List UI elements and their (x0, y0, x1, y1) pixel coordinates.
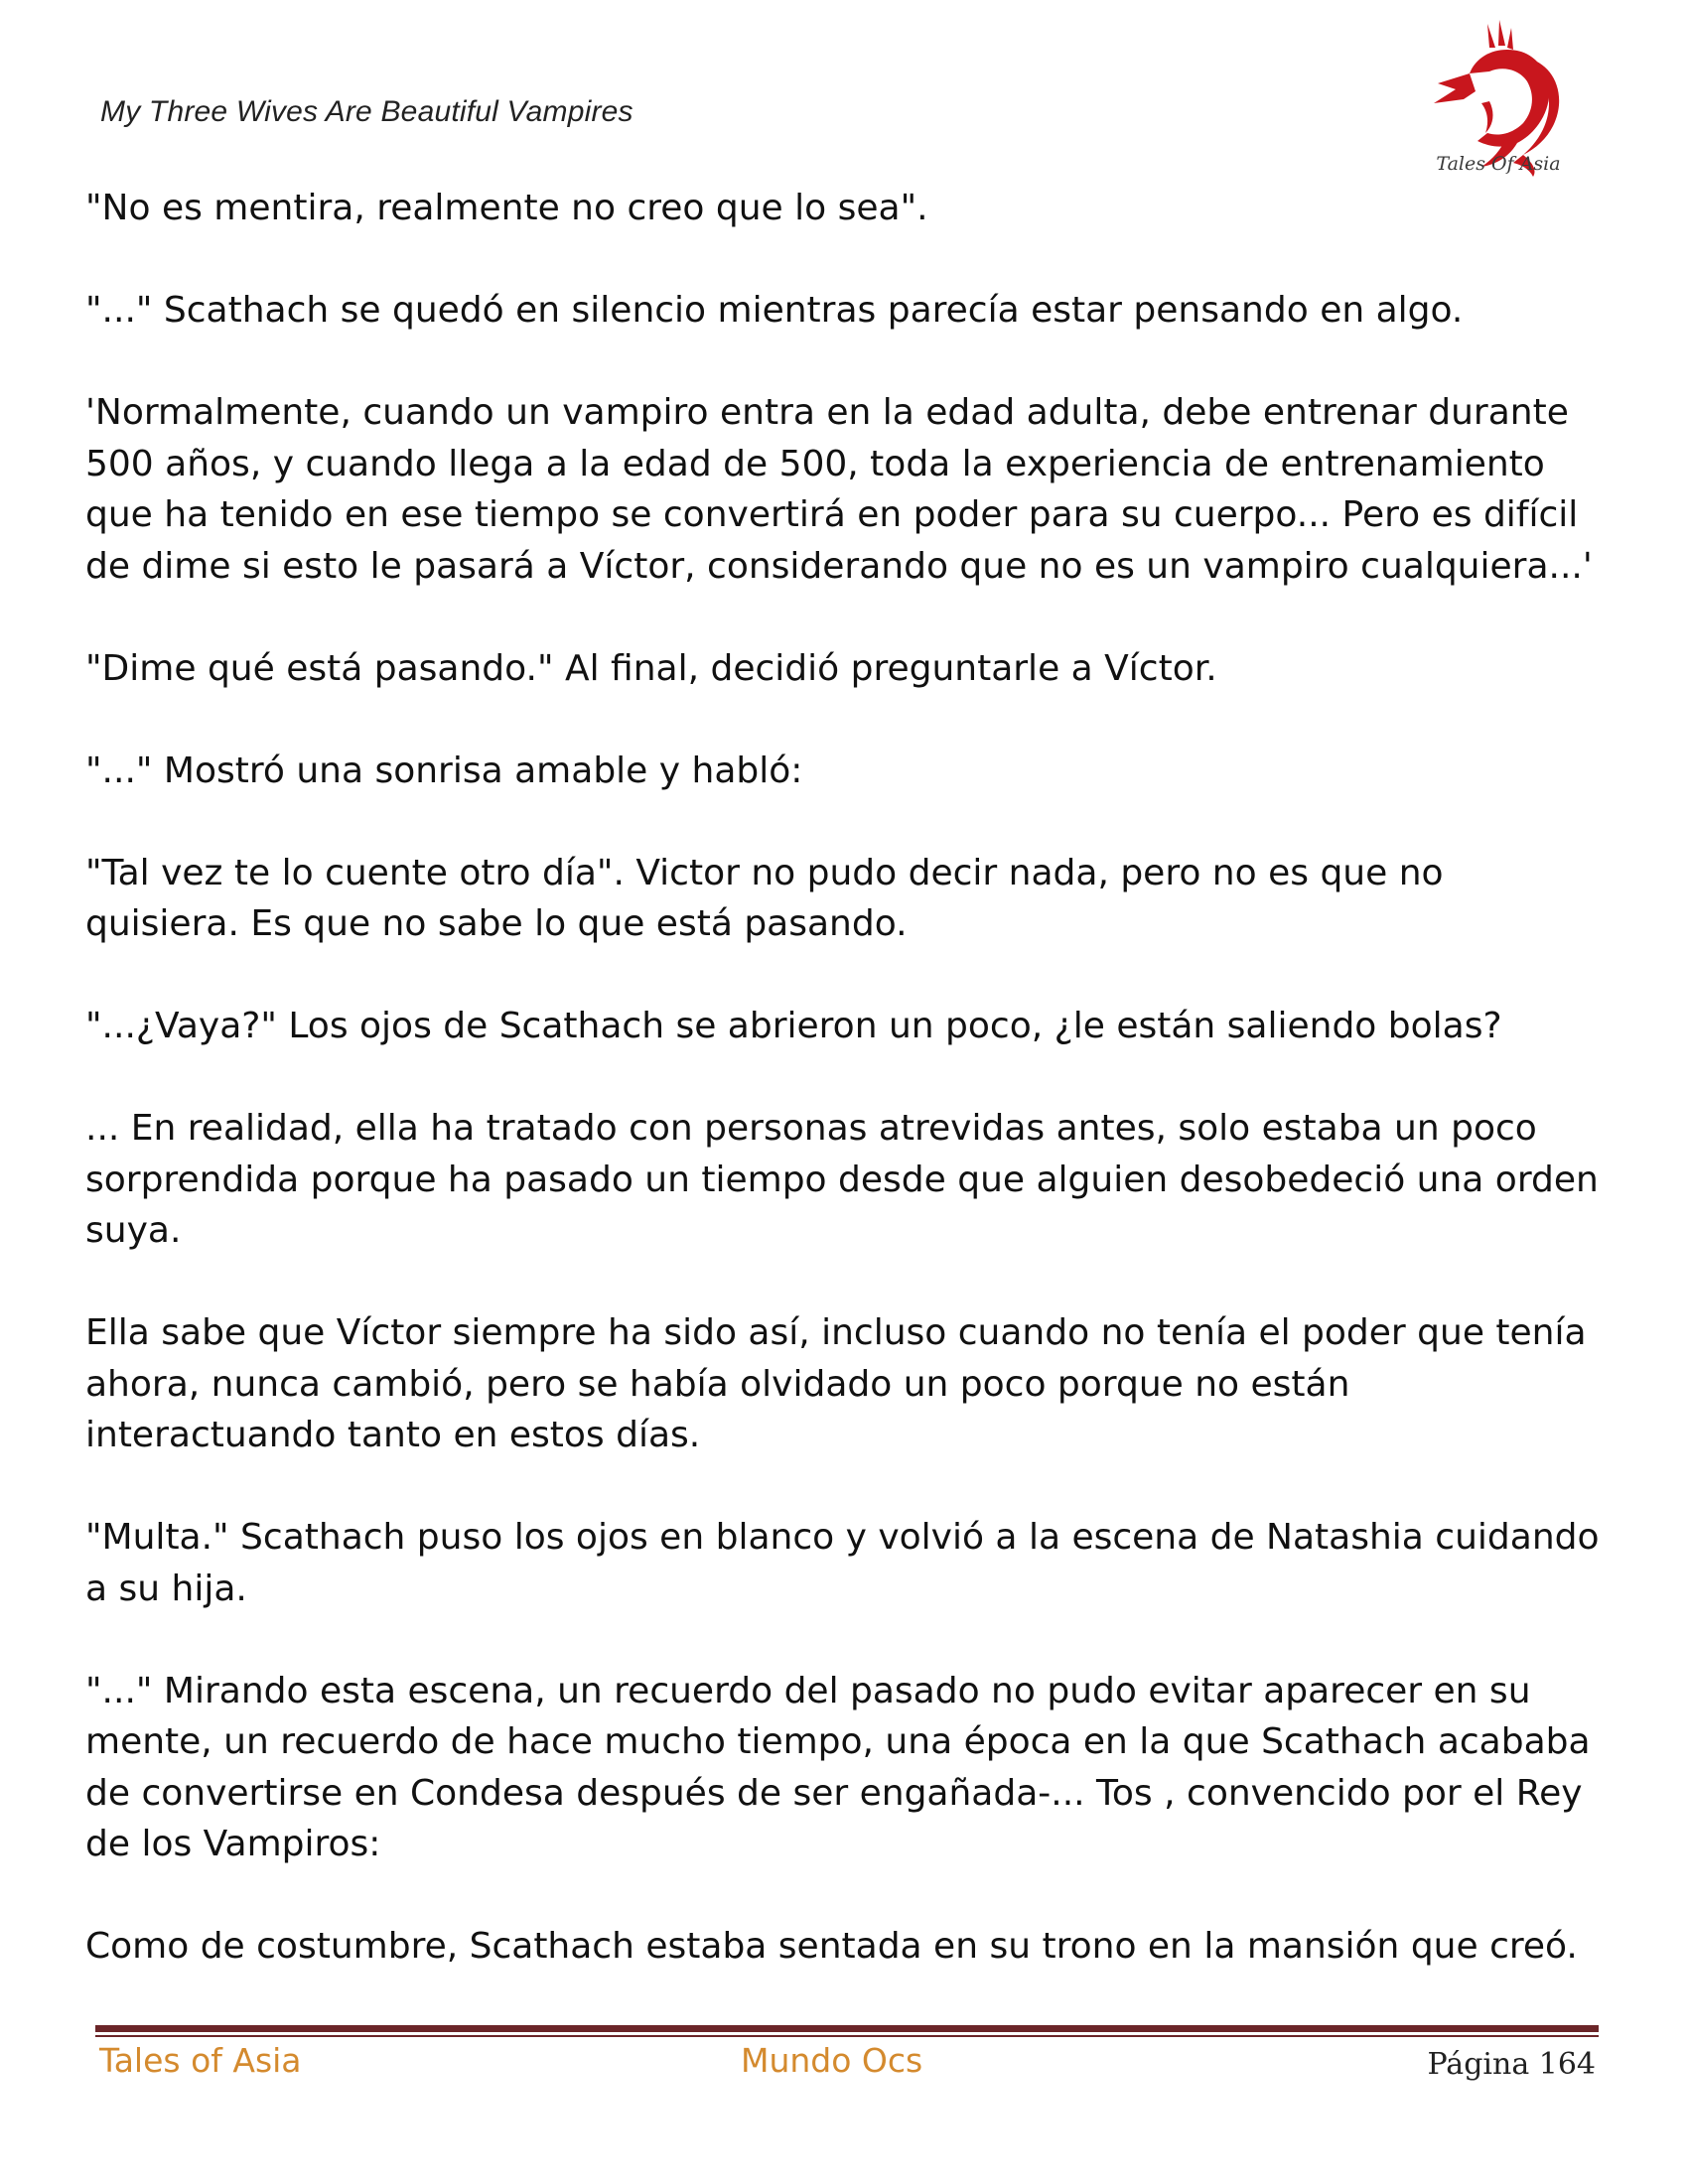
paragraph: "..." Mostró una sonrisa amable y habló: (85, 750, 803, 791)
logo-caption: Tales Of Asia (1436, 153, 1561, 175)
footer-divider (95, 2025, 1599, 2032)
paragraph: ... En realidad, ella ha tratado con personas atrevidas antes, solo estaba un poco sorprendida porque ha pasado un tiempo desde que alguien desobedeció una orden suya. (85, 1108, 1599, 1251)
paragraph: Ella sabe que Víctor siempre ha sido así, incluso cuando no tenía el poder que tenía ahora, nunca cambió, pero se había olvidado un poco porque no están interactuando tanto en estos días. (85, 1312, 1587, 1455)
page-body (85, 183, 1605, 2023)
book-title: My Three Wives Are Beautiful Vampires (100, 95, 633, 128)
paragraph: "Tal vez te lo cuente otro día". Victor no pudo decir nada, pero no es que no quisiera. Es que no sabe lo que está pasando. (85, 852, 1444, 944)
paragraph: Como de costumbre, Scathach estaba sentada en su trono en la mansión que creó. (85, 1926, 1578, 1967)
paragraph: "No es mentira, realmente no creo que lo sea". (85, 188, 928, 228)
footer-section-name: Mundo Ocs (741, 2041, 923, 2080)
paragraph: "Multa." Scathach puso los ojos en blanco y volvió a la escena de Natashia cuidando a su hija. (85, 1517, 1600, 1609)
paragraph: "Dime qué está pasando." Al final, decidió preguntarle a Víctor. (85, 647, 1217, 689)
footer-site-name: Tales of Asia (99, 2041, 302, 2080)
paragraph: 'Normalmente, cuando un vampiro entra en la edad adulta, debe entrenar durante 500 años, y cuando llega a la edad de 500, toda la experiencia de entrenamiento que ha tenido en ese tiempo se convertirá en poder para su cuerpo... Pero es difícil de dime si esto le pasará a Víctor, considerando que no es un vampiro cualquiera...' (85, 392, 1593, 587)
footer-divider-thin (95, 2035, 1599, 2037)
paragraph: "..." Scathach se quedó en silencio mientras parecía estar pensando en algo. (85, 290, 1464, 331)
paragraph: "..." Mirando esta escena, un recuerdo del pasado no pudo evitar aparecer en su mente, un recuerdo de hace mucho tiempo, una época en la que Scathach acababa de convertirse en Condesa después de ser engañada-... Tos , convencido por el Rey de los Vampiros: (85, 1670, 1591, 1864)
paragraph: "...¿Vaya?" Los ojos de Scathach se abrieron un poco, ¿le están saliendo bolas? (85, 1006, 1502, 1046)
page-number: Página 164 (1427, 2047, 1596, 2082)
